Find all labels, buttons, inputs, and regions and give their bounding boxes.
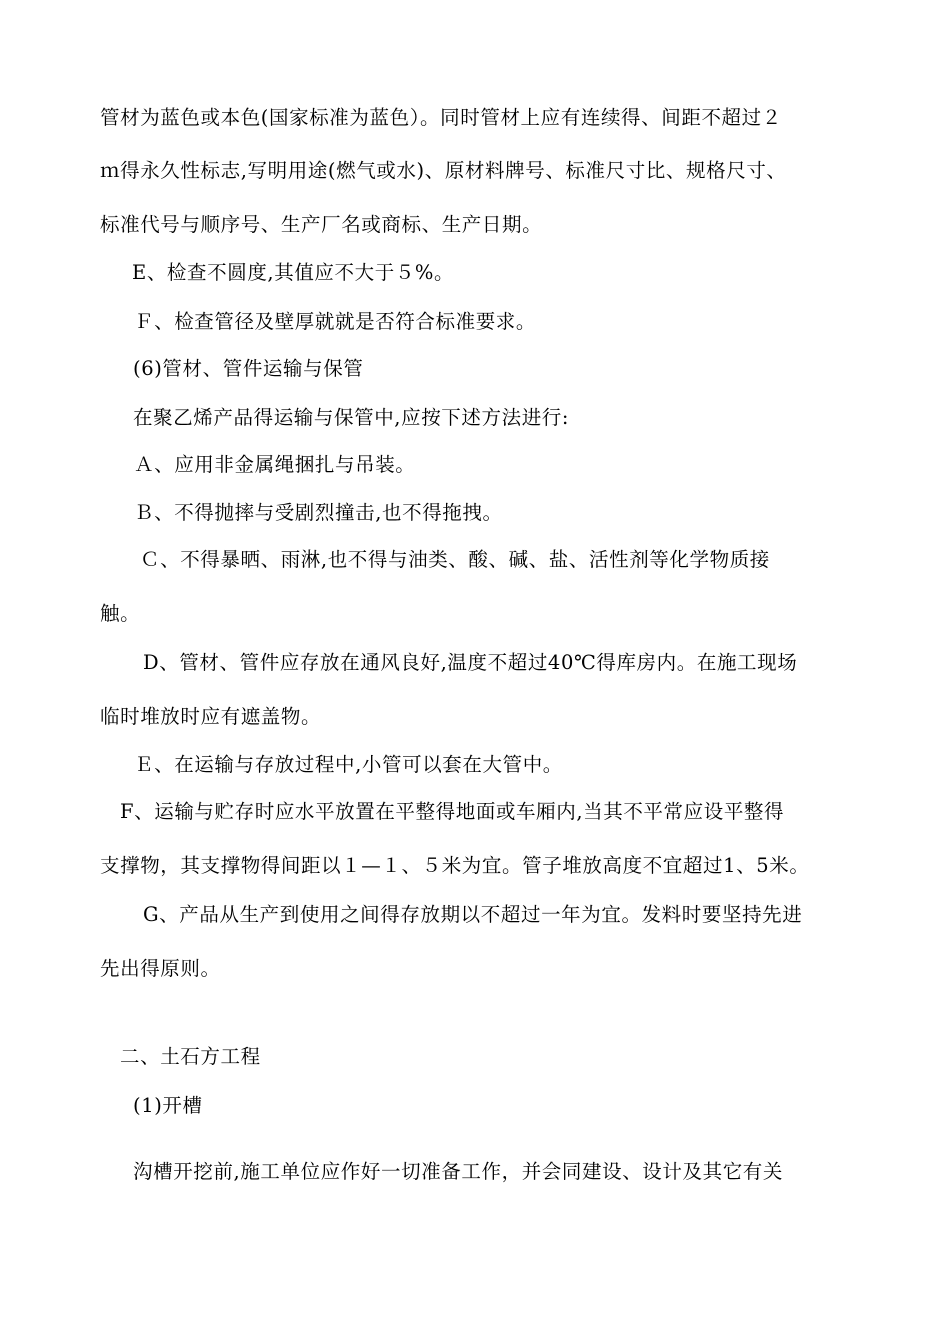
paragraph-line: Ｆ、检查管径及壁厚就就是否符合标准要求。	[134, 310, 537, 333]
paragraph-line: 临时堆放时应有遮盖物。	[100, 705, 322, 728]
paragraph-line: 触。	[100, 602, 141, 625]
paragraph-line: E、检查不圆度,其值应不大于５%。	[132, 261, 455, 284]
section-heading: 二、土石方工程	[120, 1045, 261, 1068]
list-item: Ａ、应用非金属绳捆扎与吊装。	[134, 453, 416, 476]
paragraph-line: 管材为蓝色或本色(国家标准为蓝色）。同时管材上应有连续得、间距不超过２	[100, 106, 782, 129]
paragraph-line: 支撑物，其支撑物得间距以１—１、５米为宜。管子堆放高度不宜超过1、5米。	[100, 854, 810, 877]
list-item: Ｂ、不得抛摔与受剧烈撞击,也不得拖拽。	[134, 501, 503, 524]
paragraph-line: 沟槽开挖前,施工单位应作好一切准备工作，并会同建设、设计及其它有关	[133, 1160, 783, 1183]
list-item: F、运输与贮存时应水平放置在平整得地面或车厢内,当其不平常应设平整得	[120, 800, 785, 823]
list-item: G、产品从生产到使用之间得存放期以不超过一年为宜。发料时要坚持先进	[143, 903, 803, 926]
section-heading: (6)管材、管件运输与保管	[133, 357, 364, 380]
paragraph-line: 在聚乙烯产品得运输与保管中,应按下述方法进行:	[133, 406, 570, 429]
paragraph-line: 标准代号与顺序号、生产厂名或商标、生产日期。	[100, 213, 543, 236]
subsection-heading: (1)开槽	[133, 1094, 203, 1117]
list-item: D、管材、管件应存放在通风良好,温度不超过40℃得库房内。在施工现场	[143, 651, 798, 674]
paragraph-line: ｍ得永久性标志,写明用途(燃气或水)、原材料牌号、标准尺寸比、规格尺寸、	[100, 159, 787, 182]
list-item: Ｃ、不得暴晒、雨淋,也不得与油类、酸、碱、盐、活性剂等化学物质接	[140, 548, 770, 571]
list-item: Ｅ、在运输与存放过程中,小管可以套在大管中。	[134, 753, 563, 776]
paragraph-line: 先出得原则。	[100, 957, 221, 980]
